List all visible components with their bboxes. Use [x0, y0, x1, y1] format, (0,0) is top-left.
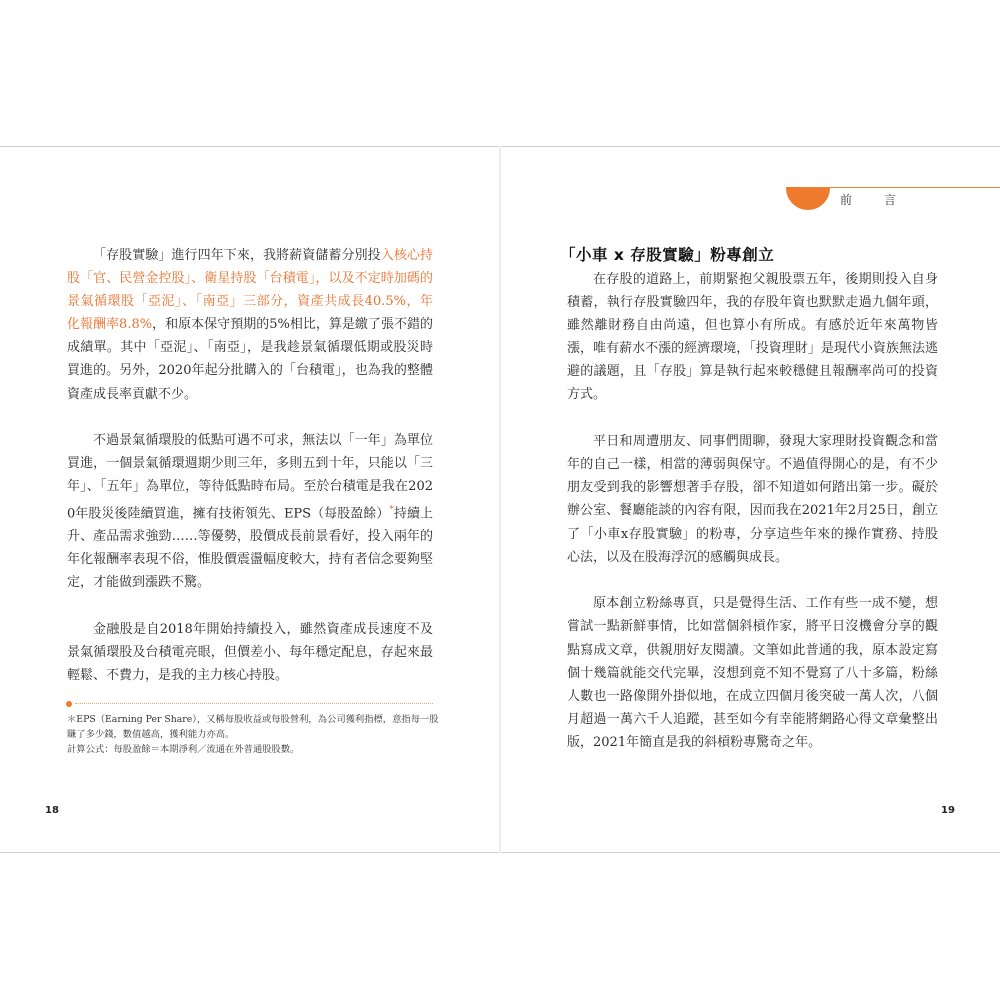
- section-heading: 「小車 x 存股實驗」粉專創立: [560, 246, 775, 264]
- left-page-body: [67, 244, 433, 687]
- page-gutter: [499, 146, 501, 853]
- left-page-number: 18: [45, 805, 59, 816]
- right-page-body: [567, 268, 938, 754]
- footnote-marker: *: [389, 504, 394, 515]
- footnote: [67, 712, 437, 757]
- footnote-dot-icon: [66, 701, 72, 707]
- left-paragraph-3: 金融股是自2018年開始持續投入，雖然資產成長速度不及景氣循環股及台積電亮眼，但價差小、每年穩定配息，存起來最輕鬆、不費力，是我的主力核心持股。: [67, 621, 433, 684]
- footnote-line: 計算公式：每股盈餘＝本期淨利／流通在外普通股股數。: [67, 744, 300, 755]
- right-page-number: 19: [941, 805, 955, 816]
- highlighted-text: 入核心持股「官、民營金控股」、衛星持股「台積電」，以及不定時加碼的景氣循環股「亞泥」、「南亞」三部分，資產共成長40.5%，年化報酬率8.8%: [67, 248, 433, 333]
- footnote-line: 賺了多少錢，數值越高，獲利能力亦高。: [67, 729, 235, 740]
- section-title: 前言: [840, 193, 929, 207]
- header-rule: [800, 187, 1000, 188]
- right-paragraph-1: 在存股的道路上，前期緊抱父親股票五年，後期則投入自身積蓄，執行存股實驗四年，我的存股年資也默默走過九個年頭，雖然離財務自由尚遠，但也算小有所成。有感於近年來萬物皆漲，唯有薪水不漲的經濟環境，「投資理財」是現代小資族無法逃避的議題，且「存股」算是執行起來較穩健且報酬率尚可的投資方式。: [567, 272, 938, 403]
- right-paragraph-3: 原本創立粉絲專頁，只是覺得生活、工作有些一成不變，想嘗試一點新鮮事情，比如當個斜槓作家，將平日沒機會分享的觀點寫成文章，供親朋好友閱讀。文筆如此普通的我，原本設定寫個十幾篇就能交代完畢，沒想到竟不知不覺寫了八十多篇，粉絲人數也一路像開外掛似地，在成立四個月後突破一萬人次，八個月超過一萬六千人追蹤，甚至如今有幸能將網路心得文章彙整出版，2021年簡直是我的斜槓粉專驚奇之年。: [567, 596, 938, 750]
- right-paragraph-2: 平日和周遭朋友、同事們閒聊，發現大家理財投資觀念和當年的自己一樣，相當的薄弱與保守。不過值得開心的是，有不少朋友受到我的影響想著手存股，卻不知道如何踏出第一步。礙於辦公室、餐廳能談的內容有限，因而我在2021年2月25日，創立了「小車x存股實驗」的粉專，分享這些年來的操作實務、持股心法，以及在股海浮沉的感觸與成長。: [567, 434, 938, 565]
- left-paragraph-1: 「存股實驗」進行四年下來，我將薪資儲蓄分別投入核心持股「官、民營金控股」、衛星持股「台積電」，以及不定時加碼的景氣循環股「亞泥」、「南亞」三部分，資產共成長40.5%，年化報酬率8.8%，和原本保守預期的5%相比，算是繳了張不錯的成績單。其中「亞泥」、「南亞」，是我趁景氣循環低期或股災時買進的。另外，2020年起分批購入的「台積電」，也為我的整體資產成長率貢獻不少。: [67, 248, 434, 402]
- footnote-rule: [75, 703, 433, 704]
- left-paragraph-2: 不過景氣循環股的低點可遇不可求，無法以「一年」為單位買進，一個景氣循環週期少則三年，多則五到十年，只能以「三年」、「五年」為單位，等待低點時布局。至於台積電是我在2020年股災後陸續買進，擁有技術領先、EPS（每股盈餘）*持續上升、產品需求強勁……等優勢，股價成長前景看好，投入兩年的年化報酬率表現不俗，惟股價震盪幅度較大，持有者信念要夠堅定，才能做到漲跌不驚。: [67, 433, 433, 591]
- footnote-line: ＊EPS（Earning Per Share），又稱每股收益或每股營利，為公司獲利指標，意指每一股: [67, 714, 439, 725]
